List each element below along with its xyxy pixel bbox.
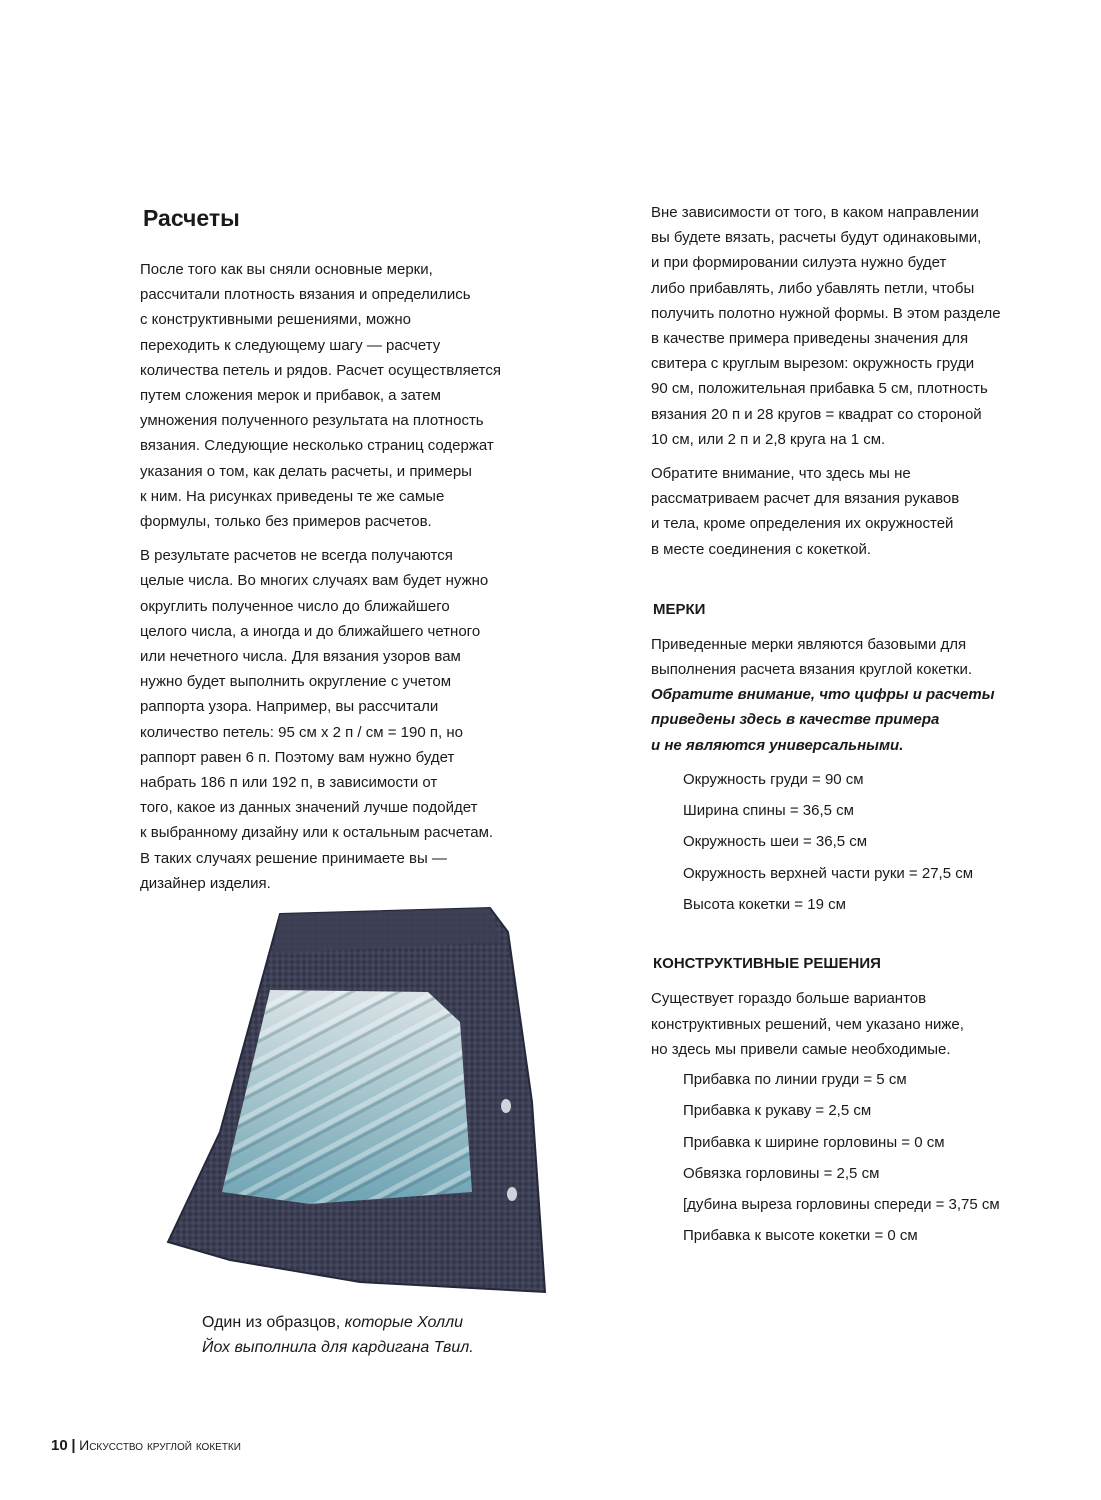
text-line: количества петель и рядов. Расчет осуществляется (140, 361, 501, 379)
text-line: В результате расчетов не всегда получаются (140, 547, 453, 565)
paragraph-rounding (140, 543, 540, 896)
text-line: конструктивных решений, чем указано ниже, (651, 1015, 964, 1033)
caption-italic: которые Холли (344, 1314, 463, 1331)
knitted-swatch-image (160, 902, 550, 1302)
text-line: к ним. На рисунках приведены те же самые (140, 487, 445, 505)
emphasis-line: приведены здесь в качестве примера (651, 711, 940, 729)
measurements-disclaimer (651, 682, 1036, 758)
text-line: раппорта узора. Например, вы рассчитали (140, 698, 439, 716)
text-line: Обратите внимание, что здесь мы не (651, 465, 911, 483)
design-decisions-intro (651, 986, 1036, 1062)
text-line: 90 см, положительная прибавка 5 см, плотность (651, 380, 988, 398)
measurements-intro (651, 632, 1036, 682)
paragraph-direction (651, 200, 1036, 452)
allowances-list (651, 1064, 1036, 1252)
text-line: и при формировании силуэта нужно будет (651, 254, 947, 272)
swatch-illustration (160, 902, 550, 1302)
allowance-item: Обвязка горловины = 2,5 см (683, 1164, 880, 1182)
text-line: формулы, только без примеров расчетов. (140, 513, 432, 531)
text-line: либо прибавлять, либо убавлять петли, чтобы (651, 279, 975, 297)
allowance-item: [дубина выреза горловины спереди = 3,75 см (683, 1196, 1000, 1214)
text-line: того, какое из данных значений лучше подойдет (140, 799, 478, 817)
text-line: количество петель: 95 см x 2 п / см = 190 п, но (140, 723, 463, 741)
text-line: путем сложения мерок и прибавок, а затем (140, 387, 441, 405)
text-line: нужно будет выполнить округление с учетом (140, 673, 452, 691)
measurement-item: Окружность груди = 90 см (683, 770, 864, 788)
text-line: получить полотно нужной формы. В этом разделе (651, 304, 1001, 322)
text-line: но здесь мы привели самые необходимые. (651, 1040, 951, 1058)
text-line: дизайнер изделия. (140, 874, 271, 892)
text-line: Существует гораздо больше вариантов (651, 990, 927, 1008)
text-line: Вне зависимости от того, в каком направлении (651, 204, 979, 221)
caption-line-2: Йох выполнила для кардигана Твил. (202, 1339, 474, 1356)
text-line: целого числа, а иногда и до ближайшего четного (140, 622, 481, 640)
text-line: раппорт равен 6 п. Поэтому вам нужно будет (140, 748, 455, 766)
book-title: Искусство круглой кокетки (79, 1437, 241, 1453)
paragraph-note (651, 461, 1036, 562)
allowance-item: Прибавка по линии груди = 5 см (683, 1070, 907, 1088)
text-line: После того как вы сняли основные мерки, (140, 261, 433, 278)
allowance-item: Прибавка к ширине горловины = 0 см (683, 1133, 945, 1151)
section-title: Расчеты (143, 205, 240, 231)
measurement-item: Высота кокетки = 19 см (683, 896, 846, 914)
page-footer (51, 1437, 241, 1454)
caption-normal: Один из образцов, (202, 1314, 345, 1331)
allowance-item: Прибавка к рукаву = 2,5 см (683, 1102, 872, 1120)
text-line: или нечетного числа. Для вязания узоров вам (140, 648, 461, 666)
text-line: умножения полученного результата на плотность (140, 412, 484, 430)
text-line: указания о том, как делать расчеты, и примеры (140, 462, 472, 480)
text-line: набрать 186 п или 192 п, в зависимости от (140, 774, 438, 792)
text-line: в качестве примера приведены значения для (651, 330, 969, 348)
paragraph-intro (140, 257, 540, 534)
emphasis-line: Обратите внимание, что цифры и расчеты (651, 686, 995, 704)
text-line: округлить полученное число до ближайшего (140, 597, 450, 615)
page-number: 10 (51, 1437, 68, 1454)
text-line: выполнения расчета вязания круглой кокетки. (651, 661, 973, 679)
measurements-list (651, 764, 1036, 920)
text-line: рассчитали плотность вязания и определились (140, 286, 471, 304)
measurement-item: Окружность верхней части руки = 27,5 см (683, 864, 974, 882)
measurement-item: Ширина спины = 36,5 см (683, 802, 854, 820)
footer-separator: | (71, 1437, 76, 1454)
figure-caption (202, 1310, 542, 1360)
right-column (651, 200, 1036, 1252)
text-line: 10 см, или 2 п и 2,8 круга на 1 см. (651, 430, 886, 448)
text-line: вязания. Следующие несколько страниц содержат (140, 437, 494, 455)
text-line: к выбранному дизайну или к остальным расчетам. (140, 824, 494, 842)
text-line: целые числа. Во многих случаях вам будет нужно (140, 572, 489, 590)
text-line: рассматриваем расчет для вязания рукавов (651, 490, 960, 508)
text-line: с конструктивными решениями, можно (140, 311, 411, 329)
allowance-item: Прибавка к высоте кокетки = 0 см (683, 1227, 918, 1245)
text-line: в месте соединения с кокеткой. (651, 540, 872, 558)
text-line: вязания 20 п и 28 кругов = квадрат со стороной (651, 405, 982, 423)
text-line: переходить к следующему шагу — расчету (140, 336, 441, 354)
text-line: вы будете вязать, расчеты будут одинаковыми, (651, 229, 982, 247)
text-line: В таких случаях решение принимаете вы — (140, 849, 447, 867)
text-line: Приведенные мерки являются базовыми для (651, 635, 967, 653)
design-decisions-heading: КОНСТРУКТИВНЫЕ РЕШЕНИЯ (653, 955, 881, 973)
emphasis-line: и не являются универсальными. (651, 736, 904, 754)
measurements-heading: МЕРКИ (653, 600, 706, 618)
text-line: свитера с круглым вырезом: окружность груди (651, 355, 975, 373)
left-column (140, 203, 540, 896)
measurement-item: Окружность шеи = 36,5 см (683, 833, 868, 851)
text-line: и тела, кроме определения их окружностей (651, 515, 954, 533)
